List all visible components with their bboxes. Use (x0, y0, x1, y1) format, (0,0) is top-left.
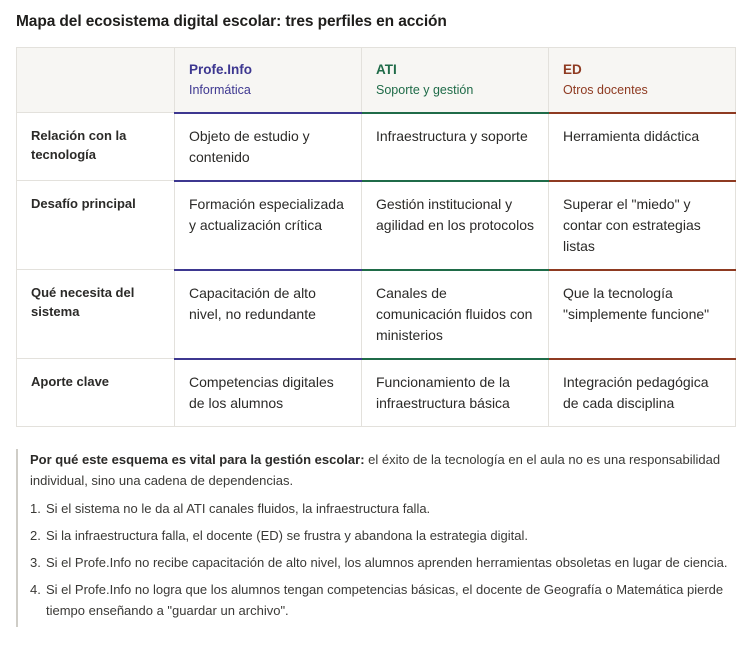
list-number: 2. (30, 528, 41, 543)
table-cell: Gestión institucional y agilidad en los protocolos (362, 181, 549, 270)
table-cell: Competencias digitales de los alumnos (175, 359, 362, 427)
list-number: 3. (30, 555, 41, 570)
header-profe-info (175, 48, 362, 113)
list-number: 4. (30, 582, 41, 597)
list-item (30, 552, 734, 573)
table-row (17, 113, 736, 181)
list-text: Si el Profe.Info no recibe capacitación de alto nivel, los alumnos aprenden herramientas obsoletas en lugar de ciencia. (46, 555, 728, 570)
dependency-list (30, 498, 734, 621)
row-label: Desafío principal (17, 181, 175, 270)
header-corner-cell (17, 48, 175, 113)
table-header-row (17, 48, 736, 113)
list-item (30, 579, 734, 621)
table-row (17, 270, 736, 359)
table-cell: Herramienta didáctica (549, 113, 736, 181)
column-subtitle: Informática (189, 83, 251, 97)
column-name: ED (563, 62, 582, 77)
column-subtitle: Otros docentes (563, 83, 648, 97)
row-label: Qué necesita del sistema (17, 270, 175, 359)
table-cell: Superar el "miedo" y contar con estrategias listas (549, 181, 736, 270)
row-label: Aporte clave (17, 359, 175, 427)
table-row (17, 359, 736, 427)
list-text: Si el sistema no le da al ATI canales fluidos, la infraestructura falla. (46, 501, 431, 516)
callout-lead-text: el éxito de la tecnología en el aula no es una responsabilidad individual, sino una cadena de dependencias. (30, 452, 721, 488)
column-name: Profe.Info (189, 62, 252, 77)
table-row (17, 181, 736, 270)
table-cell: Capacitación de alto nivel, no redundante (175, 270, 362, 359)
list-item (30, 525, 734, 546)
callout-lead-bold: Por qué este esquema es vital para la gestión escolar: (30, 452, 365, 467)
table-cell: Objeto de estudio y contenido (175, 113, 362, 181)
dependency-callout (16, 449, 734, 627)
list-text: Si la infraestructura falla, el docente (ED) se frustra y abandona la estrategia digital. (46, 528, 528, 543)
column-subtitle: Soporte y gestión (376, 83, 474, 97)
header-ed (549, 48, 736, 113)
list-item (30, 498, 734, 519)
table-cell: Integración pedagógica de cada disciplina (549, 359, 736, 427)
table-cell: Que la tecnología "simplemente funcione" (549, 270, 736, 359)
table-cell: Formación especializada y actualización crítica (175, 181, 362, 270)
list-text: Si el Profe.Info no logra que los alumnos tengan competencias básicas, el docente de Geografía o Matemática pierde tiempo enseñando a "guardar un archivo". (46, 582, 724, 618)
table-cell: Infraestructura y soporte (362, 113, 549, 181)
column-name: ATI (376, 62, 397, 77)
table-cell: Funcionamiento de la infraestructura básica (362, 359, 549, 427)
page-title: Mapa del ecosistema digital escolar: tres perfiles en acción (16, 13, 447, 30)
row-label: Relación con la tecnología (17, 113, 175, 181)
table-cell: Canales de comunicación fluidos con ministerios (362, 270, 549, 359)
callout-lead (30, 449, 734, 491)
header-ati (362, 48, 549, 113)
ecosystem-table (16, 47, 736, 427)
list-number: 1. (30, 501, 41, 516)
